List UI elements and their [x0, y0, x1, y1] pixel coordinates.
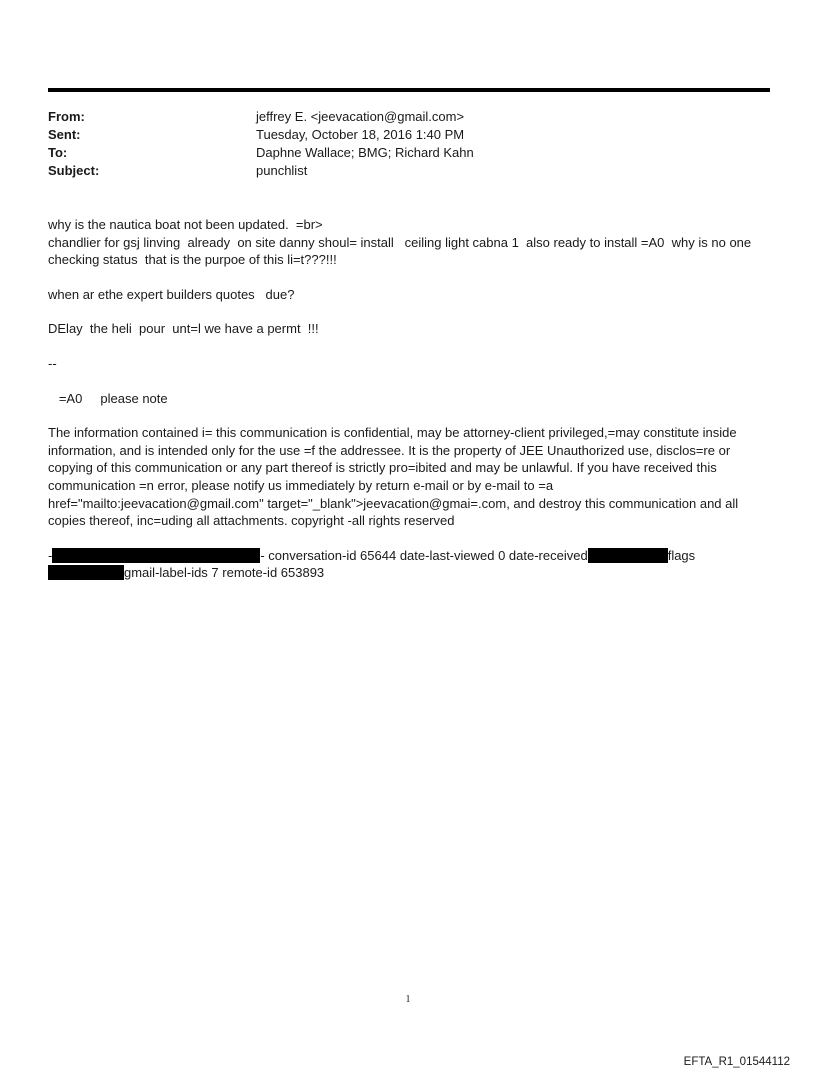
message-metadata	[48, 547, 768, 582]
email-header	[48, 108, 768, 180]
from-row	[48, 108, 768, 126]
to-label: To:	[48, 145, 68, 160]
redaction-block	[588, 548, 668, 563]
subject-row	[48, 162, 768, 180]
signature-separator: --	[48, 355, 57, 371]
document-id: EFTA_R1_01544112	[683, 1056, 790, 1068]
body-line-4: DElay the heli pour unt=l we have a permt !!!	[48, 321, 319, 337]
metadata-part-2: flags	[667, 547, 696, 563]
metadata-part-1: - conversation-id 65644 date-last-viewed 0 date-received	[260, 547, 588, 563]
sent-label: Sent:	[48, 127, 81, 142]
sent-value: Tuesday, October 18, 2016 1:40 PM	[256, 127, 465, 142]
page-number: 1	[405, 994, 411, 1005]
to-value: Daphne Wallace; BMG; Richard Kahn	[256, 145, 474, 160]
metadata-part-3: gmail-label-ids 7 remote-id 653893	[124, 565, 325, 581]
subject-value: punchlist	[256, 163, 308, 178]
body-line-2: chandlier for gsj linving already on site danny shoul= install ceiling light cabna 1 also ready to install =A0 why is no one checking status that is the purpoe of this li=t???!!!	[48, 234, 755, 268]
from-value: jeffrey E. <jeevacation@gmail.com>	[256, 109, 465, 124]
subject-label: Subject:	[48, 163, 100, 178]
metadata-dash: -	[48, 547, 53, 563]
body-line-1: why is the nautica boat not been updated. =br>	[48, 217, 323, 232]
from-label: From:	[48, 109, 85, 124]
redaction-block	[48, 565, 124, 580]
signature-note: =A0 please note	[48, 390, 168, 406]
body-line-3: when ar ethe expert builders quotes due?	[48, 286, 295, 302]
header-divider	[48, 88, 770, 92]
disclaimer: The information contained i= this communication is confidential, may be attorney-client privileged,=may constitute inside information, and is intended only for the use =f the addressee. It is the property of JEE Unauthorized use, disclos=re or copying of this communication or any part thereof is strictly pro=ibited and may be unlawful. If you have received this communication =n error, please notify us immediately by return e-mail or by e-mail to =a href="mailto:jeevacation@gmail.com" target="_blank">jeevacation@gmai=.com, and destroy this communication and all copies thereof, inc=uding all attachments. copyright -all rights reserved	[48, 425, 742, 529]
sent-row	[48, 126, 768, 144]
email-body	[48, 216, 768, 599]
to-row	[48, 144, 768, 162]
redaction-block	[52, 548, 260, 563]
